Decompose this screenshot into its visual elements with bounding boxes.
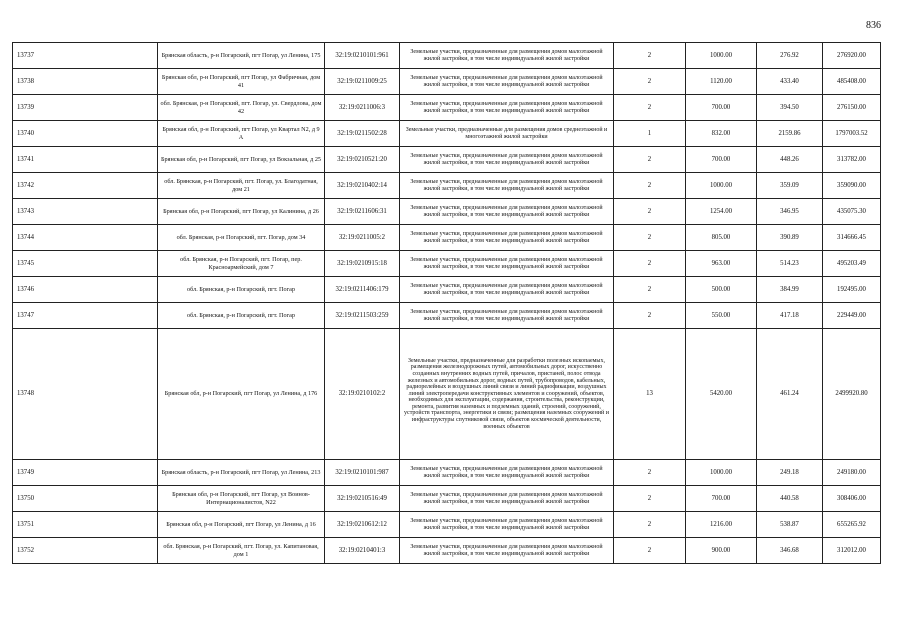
- cadastral-value: 312012.00: [823, 538, 881, 564]
- address-cell: Брянская обл, р-н Погарский, пгт Погар, ул Фабричная, дом 41: [158, 69, 325, 95]
- land-use-cell: Земельные участки, предназначенные для размещения домов малоэтажной жилой застройки, в том числе индивидуальной жилой застройки: [400, 147, 614, 173]
- land-use-cell: Земельные участки, предназначенные для размещения домов малоэтажной жилой застройки, в том числе индивидуальной жилой застройки: [400, 95, 614, 121]
- specific-value: 346.95: [757, 199, 823, 225]
- cadastral-value: 308406.00: [823, 486, 881, 512]
- land-use-cell: Земельные участки, предназначенные для размещения домов малоэтажной жилой застройки, в том числе индивидуальной жилой застройки: [400, 538, 614, 564]
- specific-value: 359.09: [757, 173, 823, 199]
- land-use-cell: Земельные участки, предназначенные для размещения домов малоэтажной жилой застройки, в том числе индивидуальной жилой застройки: [400, 512, 614, 538]
- table-row: [13, 512, 881, 538]
- address-cell: Брянская обл, р-н Погарский, пгт Погар, ул Калинина, д 26: [158, 199, 325, 225]
- group-number: 2: [614, 303, 686, 329]
- area-value: 550.00: [686, 303, 757, 329]
- group-number: 2: [614, 95, 686, 121]
- specific-value: 514.23: [757, 251, 823, 277]
- group-number: 2: [614, 173, 686, 199]
- row-number: 13747: [13, 303, 158, 329]
- table-row: [13, 95, 881, 121]
- table-row: [13, 199, 881, 225]
- area-value: 900.00: [686, 538, 757, 564]
- area-value: 1000.00: [686, 173, 757, 199]
- cadastral-number: 32:19:0210612:12: [325, 512, 400, 538]
- land-use-cell: Земельные участки, предназначенные для размещения домов малоэтажной жилой застройки, в том числе индивидуальной жилой застройки: [400, 43, 614, 69]
- table-row: [13, 69, 881, 95]
- cadastral-value: 314666.45: [823, 225, 881, 251]
- cadastral-number: 32:19:0211606:31: [325, 199, 400, 225]
- row-number: 13742: [13, 173, 158, 199]
- area-value: 700.00: [686, 95, 757, 121]
- row-number: 13743: [13, 199, 158, 225]
- cadastral-value: 359090.00: [823, 173, 881, 199]
- area-value: 5420.00: [686, 329, 757, 460]
- land-use-cell: Земельные участки, предназначенные для размещения домов малоэтажной жилой застройки, в том числе индивидуальной жилой застройки: [400, 460, 614, 486]
- table-row: [13, 173, 881, 199]
- group-number: 2: [614, 486, 686, 512]
- land-use-cell: Земельные участки, предназначенные для размещения домов малоэтажной жилой застройки, в том числе индивидуальной жилой застройки: [400, 225, 614, 251]
- group-number: 2: [614, 460, 686, 486]
- land-use-cell: Земельные участки, предназначенные для размещения домов малоэтажной жилой застройки, в том числе индивидуальной жилой застройки: [400, 173, 614, 199]
- row-number: 13745: [13, 251, 158, 277]
- specific-value: 461.24: [757, 329, 823, 460]
- address-cell: Брянская область, р-н Погарский, пгт Погар, ул Ленина, 175: [158, 43, 325, 69]
- cadastral-number: 32:19:0211502:28: [325, 121, 400, 147]
- table-row: [13, 303, 881, 329]
- area-value: 832.00: [686, 121, 757, 147]
- address-cell: Брянская обл, р-н Погарский, пгт Погар, ул Вокзальная, д 25: [158, 147, 325, 173]
- land-use-cell: Земельные участки, предназначенные для размещения домов малоэтажной жилой застройки, в том числе индивидуальной жилой застройки: [400, 303, 614, 329]
- address-cell: обл. Брянская, р-н Погарский, пгт. Погар, пер. Красноармейский, дом 7: [158, 251, 325, 277]
- land-use-cell: Земельные участки, предназначенные для размещения домов малоэтажной жилой застройки, в том числе индивидуальной жилой застройки: [400, 199, 614, 225]
- cadastral-number: 32:19:0210402:14: [325, 173, 400, 199]
- area-value: 1216.00: [686, 512, 757, 538]
- address-cell: Брянская обл, р-н Погарский, пгт Погар, ул Ленина, д 176: [158, 329, 325, 460]
- table-row: [13, 486, 881, 512]
- address-cell: Брянская обл, р-н Погарский, пгт Погар, ул Воинов-Интернационалистов, N22: [158, 486, 325, 512]
- row-number: 13740: [13, 121, 158, 147]
- specific-value: 417.18: [757, 303, 823, 329]
- group-number: 2: [614, 512, 686, 538]
- table-row: [13, 329, 881, 460]
- row-number: 13751: [13, 512, 158, 538]
- cadastral-number: 32:19:0211503:259: [325, 303, 400, 329]
- area-value: 500.00: [686, 277, 757, 303]
- row-number: 13752: [13, 538, 158, 564]
- row-number: 13744: [13, 225, 158, 251]
- specific-value: 346.68: [757, 538, 823, 564]
- specific-value: 384.99: [757, 277, 823, 303]
- table-row: [13, 277, 881, 303]
- land-use-cell: Земельные участки, предназначенные для разработки полезных ископаемых, размещения железнодорожных путей, автомобильных дорог, искусственно созданных внутренних водных путей, причалов, пристаней, полос отвода железных и автомобильных дорог, водных путей, трубопроводов, кабельных, радиорелейных и воздушных линий связи и линий радиофикации, воздушных линий электропередачи конструктивных элементов и сооружений, объектов, необходимых для эксплуатации, содержания, строительства, реконструкции, ремонта, развития наземных и подземных зданий, строений, сооружений, устройств транспорта, энергетики и связи; размещения наземных сооружений и инфраструктуры спутниковой связи, объектов космической деятельности, военных объектов: [400, 329, 614, 460]
- group-number: 2: [614, 277, 686, 303]
- area-value: 700.00: [686, 486, 757, 512]
- address-cell: Брянская область, р-н Погарский, пгт Погар, ул Ленина, 213: [158, 460, 325, 486]
- group-number: 2: [614, 69, 686, 95]
- specific-value: 538.87: [757, 512, 823, 538]
- land-use-cell: Земельные участки, предназначенные для размещения домов среднеэтажной и многоэтажной жилой застройки: [400, 121, 614, 147]
- cadastral-number: 32:19:0210915:18: [325, 251, 400, 277]
- group-number: 2: [614, 225, 686, 251]
- row-number: 13739: [13, 95, 158, 121]
- area-value: 805.00: [686, 225, 757, 251]
- cadastral-value: 229449.00: [823, 303, 881, 329]
- cadastral-value: 1797003.52: [823, 121, 881, 147]
- cadastral-number: 32:19:0211406:179: [325, 277, 400, 303]
- row-number: 13748: [13, 329, 158, 460]
- page-number: 836: [866, 20, 881, 31]
- cadastral-number: 32:19:0210101:961: [325, 43, 400, 69]
- land-use-cell: Земельные участки, предназначенные для размещения домов малоэтажной жилой застройки, в том числе индивидуальной жилой застройки: [400, 251, 614, 277]
- row-number: 13749: [13, 460, 158, 486]
- address-cell: обл. Брянская, р-н Погарский, пгт. Погар, ул. Свердлова, дом 42: [158, 95, 325, 121]
- table-row: [13, 121, 881, 147]
- land-use-cell: Земельные участки, предназначенные для размещения домов малоэтажной жилой застройки, в том числе индивидуальной жилой застройки: [400, 277, 614, 303]
- cadastral-number: 32:19:0210102:2: [325, 329, 400, 460]
- area-value: 963.00: [686, 251, 757, 277]
- group-number: 1: [614, 121, 686, 147]
- cadastral-value: 2499920.80: [823, 329, 881, 460]
- land-registry-table: [12, 42, 881, 564]
- area-value: 700.00: [686, 147, 757, 173]
- row-number: 13746: [13, 277, 158, 303]
- cadastral-value: 435075.30: [823, 199, 881, 225]
- cadastral-number: 32:19:0211005:2: [325, 225, 400, 251]
- group-number: 2: [614, 251, 686, 277]
- address-cell: обл. Брянская, р-н Погарский, пгт. Погар, ул. Капитановая, дом 1: [158, 538, 325, 564]
- cadastral-number: 32:19:0210521:20: [325, 147, 400, 173]
- address-cell: Брянская обл, р-н Погарский, пгт Погар, ул Ленина, д 16: [158, 512, 325, 538]
- address-cell: Брянская обл, р-н Погарский, пгт Погар, ул Квартал N2, д 9 А: [158, 121, 325, 147]
- land-use-cell: Земельные участки, предназначенные для размещения домов малоэтажной жилой застройки, в том числе индивидуальной жилой застройки: [400, 69, 614, 95]
- table-row: [13, 251, 881, 277]
- specific-value: 276.92: [757, 43, 823, 69]
- area-value: 1120.00: [686, 69, 757, 95]
- land-use-cell: Земельные участки, предназначенные для размещения домов малоэтажной жилой застройки, в том числе индивидуальной жилой застройки: [400, 486, 614, 512]
- row-number: 13741: [13, 147, 158, 173]
- row-number: 13737: [13, 43, 158, 69]
- cadastral-number: 32:19:0211006:3: [325, 95, 400, 121]
- address-cell: обл. Брянская, р-н Погарский, пгт. Погар, ул. Благодатная, дом 21: [158, 173, 325, 199]
- table-body: [13, 43, 881, 564]
- cadastral-value: 276150.00: [823, 95, 881, 121]
- table-row: [13, 460, 881, 486]
- table-row: [13, 43, 881, 69]
- cadastral-value: 249180.00: [823, 460, 881, 486]
- group-number: 2: [614, 538, 686, 564]
- specific-value: 249.18: [757, 460, 823, 486]
- address-cell: обл. Брянская, р-н Погарский, пгт. Погар: [158, 277, 325, 303]
- cadastral-value: 313782.00: [823, 147, 881, 173]
- cadastral-value: 655265.92: [823, 512, 881, 538]
- area-value: 1254.00: [686, 199, 757, 225]
- specific-value: 2159.86: [757, 121, 823, 147]
- table-row: [13, 538, 881, 564]
- cadastral-number: 32:19:0210401:3: [325, 538, 400, 564]
- cadastral-number: 32:19:0211009:25: [325, 69, 400, 95]
- specific-value: 394.50: [757, 95, 823, 121]
- cadastral-number: 32:19:0210101:987: [325, 460, 400, 486]
- address-cell: обл. Брянская, р-н Погарский, пгт. Погар: [158, 303, 325, 329]
- specific-value: 433.40: [757, 69, 823, 95]
- specific-value: 390.89: [757, 225, 823, 251]
- group-number: 2: [614, 199, 686, 225]
- area-value: 1000.00: [686, 460, 757, 486]
- specific-value: 440.58: [757, 486, 823, 512]
- address-cell: обл. Брянская, р-н Погарский, пгт. Погар, дом 34: [158, 225, 325, 251]
- group-number: 2: [614, 147, 686, 173]
- cadastral-number: 32:19:0210516:49: [325, 486, 400, 512]
- cadastral-value: 495203.49: [823, 251, 881, 277]
- cadastral-value: 192495.00: [823, 277, 881, 303]
- cadastral-value: 485408.00: [823, 69, 881, 95]
- specific-value: 448.26: [757, 147, 823, 173]
- row-number: 13738: [13, 69, 158, 95]
- group-number: 2: [614, 43, 686, 69]
- cadastral-value: 276920.00: [823, 43, 881, 69]
- group-number: 13: [614, 329, 686, 460]
- row-number: 13750: [13, 486, 158, 512]
- table-row: [13, 147, 881, 173]
- table-row: [13, 225, 881, 251]
- area-value: 1000.00: [686, 43, 757, 69]
